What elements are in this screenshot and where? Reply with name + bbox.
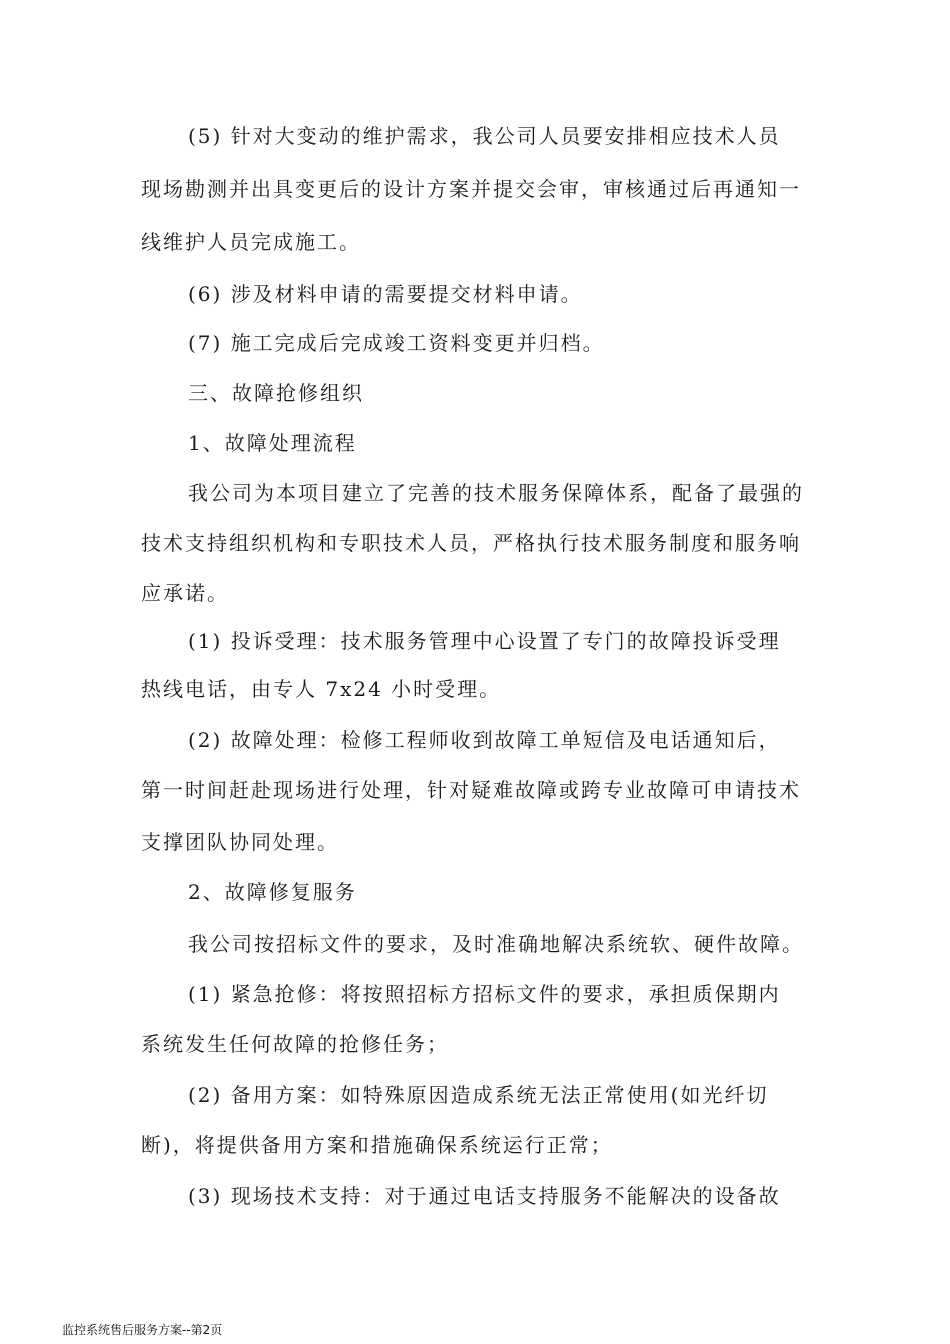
text-line: 第一时间赶赴现场进行处理，针对疑难故障或跨专业故障可申请技术 <box>141 778 801 802</box>
section-heading: 三、故障抢修组织 <box>188 381 364 405</box>
text-line: 支撑团队协同处理。 <box>141 830 339 854</box>
text-line: 热线电话，由专人 7x24 小时受理。 <box>141 677 502 701</box>
subsection-heading: 1、故障处理流程 <box>188 431 357 455</box>
text-line: 断)，将提供备用方案和措施确保系统运行正常； <box>141 1133 613 1157</box>
text-line: 现场勘测并出具变更后的设计方案并提交会审，审核通过后再通知一 <box>141 177 801 201</box>
text-line: (6) 涉及材料申请的需要提交材料申请。 <box>188 282 583 306</box>
text-line: 我公司为本项目建立了完善的技术服务保障体系，配备了最强的 <box>188 481 804 505</box>
text-line: (1) 投诉受理：技术服务管理中心设置了专门的故障投诉受理 <box>188 629 781 653</box>
text-line: (3) 现场技术支持：对于通过电话支持服务不能解决的设备故 <box>188 1184 781 1208</box>
text-line: (2) 备用方案：如特殊原因造成系统无法正常使用(如光纤切 <box>188 1083 769 1107</box>
text-line: (7) 施工完成后完成竣工资料变更并归档。 <box>188 331 605 355</box>
text-line: (5) 针对大变动的维护需求，我公司人员要安排相应技术人员 <box>188 124 781 148</box>
text-line: 应承诺。 <box>141 581 229 605</box>
text-line: 系统发生任何故障的抢修任务； <box>141 1032 449 1056</box>
text-line: 技术支持组织机构和专职技术人员，严格执行技术服务制度和服务响 <box>141 531 801 555</box>
text-line: (2) 故障处理：检修工程师收到故障工单短信及电话通知后， <box>188 728 781 752</box>
subsection-heading: 2、故障修复服务 <box>188 880 357 904</box>
page-footer: 监控系统售后服务方案--第2页 <box>62 1323 223 1337</box>
text-line: 我公司按招标文件的要求，及时准确地解决系统软、硬件故障。 <box>188 932 804 956</box>
text-line: 线维护人员完成施工。 <box>141 230 361 254</box>
text-line: (1) 紧急抢修：将按照招标方招标文件的要求，承担质保期内 <box>188 982 781 1006</box>
